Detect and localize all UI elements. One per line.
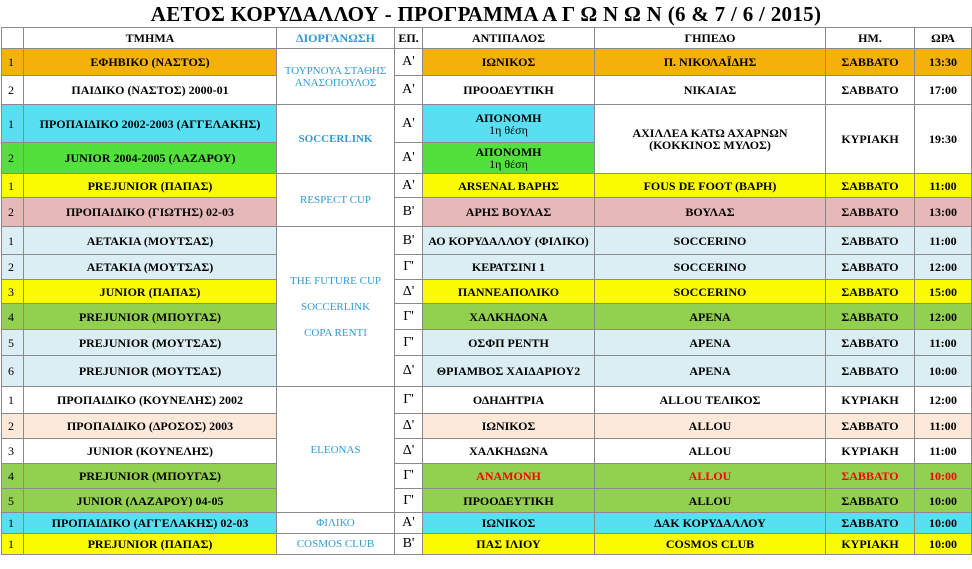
row-day: ΣΑΒΒΑΤΟ [826,280,915,304]
row-ep: Δ' [395,356,423,387]
row-num: 5 [2,489,24,513]
row-time: 11:00 [915,174,972,198]
row-opponent [423,143,595,174]
row-num: 3 [2,280,24,304]
row-organizer: COSMOS CLUB [277,534,395,555]
row-ep: Γ' [395,489,423,513]
row-ep: Β' [395,198,423,227]
row-day: ΣΑΒΒΑΤΟ [826,227,915,255]
row-venue: COSMOS CLUB [595,534,826,555]
row-time: 15:00 [915,280,972,304]
row-ep: Α' [395,105,423,143]
row-opponent: ΙΩΝΙΚΟΣ [423,414,595,439]
row-group: JUNIOR (ΠΑΠΑΣ) [24,280,277,304]
row-num: 3 [2,439,24,464]
row-time: 19:30 [915,105,972,174]
row-group: PREJUNIOR (ΜΠΟΥΓΑΣ) [24,464,277,489]
row-time: 12:00 [915,255,972,280]
table-row [2,534,972,555]
row-venue: ALLOU [595,464,826,489]
row-num: 1 [2,174,24,198]
row-num: 2 [2,414,24,439]
row-num: 2 [2,76,24,105]
row-day: ΣΑΒΒΑΤΟ [826,489,915,513]
row-opponent: ΟΔΗΔΗΤΡΙΑ [423,387,595,414]
row-opponent: ΑΡΗΣ ΒΟΥΛΑΣ [423,198,595,227]
row-ep: Γ' [395,464,423,489]
row-num: 4 [2,464,24,489]
row-group: PREJUNIOR (ΜΠΟΥΓΑΣ) [24,304,277,330]
row-time: 10:00 [915,464,972,489]
row-organizer [277,227,395,387]
row-opponent: ΧΑΛΚΗΔΩΝΑ [423,439,595,464]
table-row [2,49,972,76]
row-ep: Γ' [395,330,423,356]
row-ep: Α' [395,49,423,76]
row-venue: SOCCERINO [595,227,826,255]
row-group: ΠΡΟΠΑΙΔΙΚΟ (ΓΙΩΤΗΣ) 02-03 [24,198,277,227]
header-organizer: ΔΙΟΡΓΑΝΩΣΗ [277,28,395,49]
row-organizer: ΦΙΛΙΚΟ [277,513,395,534]
row-day: ΣΑΒΒΑΤΟ [826,330,915,356]
row-organizer: ΤΟΥΡΝΟΥΑ ΣΤΑΘΗΣ ΑΝΑΣΟΠΟΥΛΟΣ [277,49,395,105]
row-day: ΣΑΒΒΑΤΟ [826,304,915,330]
header-time: ΩΡΑ [915,28,972,49]
table-row [2,356,972,387]
row-venue: ΔΑΚ ΚΟΡΥΔΑΛΛΟΥ [595,513,826,534]
row-ep: Α' [395,513,423,534]
row-time: 11:00 [915,330,972,356]
row-group: PREJUNIOR (ΜΟΥΤΣΑΣ) [24,356,277,387]
opponent-sub: 1η θέση [489,122,528,137]
row-opponent: ΙΩΝΙΚΟΣ [423,513,595,534]
row-group: ΑΕΤΑΚΙΑ (ΜΟΥΤΣΑΣ) [24,227,277,255]
row-opponent: ARSENAL ΒΑΡΗΣ [423,174,595,198]
table-row [2,489,972,513]
page-title: ΑΕΤΟΣ ΚΟΡΥΔΑΛΛΟΥ - ΠΡΟΓΡΑΜΜΑ Α Γ Ω Ν Ω Ν (6 & 7 / 6 / 2015) [150,2,822,26]
row-venue: SOCCERINO [595,255,826,280]
row-opponent: ΧΑΛΚΗΔΟΝΑ [423,304,595,330]
row-group: ΠΡΟΠΑΙΔΙΚΟ (ΔΡΟΣΟΣ) 2003 [24,414,277,439]
header-row [2,28,972,49]
table-row [2,105,972,143]
row-venue: ΑΡΕΝΑ [595,304,826,330]
row-day: ΚΥΡΙΑΚΗ [826,439,915,464]
row-day: ΚΥΡΙΑΚΗ [826,387,915,414]
row-group: PREJUNIOR (ΠΑΠΑΣ) [24,534,277,555]
row-group: PREJUNIOR (ΠΑΠΑΣ) [24,174,277,198]
row-ep: Α' [395,143,423,174]
row-time: 10:00 [915,513,972,534]
row-group: PREJUNIOR (ΜΟΥΤΣΑΣ) [24,330,277,356]
table-row [2,304,972,330]
header-num [2,28,24,49]
header-day: ΗΜ. [826,28,915,49]
row-num: 1 [2,387,24,414]
row-group: ΠΡΟΠΑΙΔΙΚΟ (ΚΟΥΝΕΛΗΣ) 2002 [24,387,277,414]
row-ep: Δ' [395,439,423,464]
row-organizer: RESPECT CUP [277,174,395,227]
row-num: 1 [2,49,24,76]
opponent-main: ΑΠΟΝΟΜΗ [475,145,542,159]
row-venue: Π. ΝΙΚΟΛΑΪΔΗΣ [595,49,826,76]
row-ep: Α' [395,174,423,198]
table-row [2,513,972,534]
row-ep: Γ' [395,255,423,280]
row-time: 13:30 [915,49,972,76]
row-num: 1 [2,534,24,555]
row-group: JUNIOR (ΚΟΥΝΕΛΗΣ) [24,439,277,464]
table-row [2,439,972,464]
row-ep: Γ' [395,304,423,330]
row-day: ΚΥΡΙΑΚΗ [826,534,915,555]
row-opponent: ΠΡΟΟΔΕΥΤΙΚΗ [423,76,595,105]
table-row [2,280,972,304]
row-organizer: ELEONAS [277,387,395,513]
row-time: 10:00 [915,534,972,555]
row-venue: ALLOU [595,489,826,513]
row-group: JUNIOR (ΛΑΖΑΡΟΥ) 04-05 [24,489,277,513]
row-opponent: ΠΡΟΟΔΕΥΤΙΚΗ [423,489,595,513]
row-num: 2 [2,255,24,280]
row-opponent: ΑΝΑΜΟΝΗ [423,464,595,489]
organizer-future-cup: THE FUTURE CUP [289,274,382,287]
row-day: ΣΑΒΒΑΤΟ [826,49,915,76]
row-group: ΠΡΟΠΑΙΔΙΚΟ (ΑΓΓΕΛΑΚΗΣ) 02-03 [24,513,277,534]
row-time: 11:00 [915,439,972,464]
table-row [2,76,972,105]
row-day: ΣΑΒΒΑΤΟ [826,356,915,387]
row-time: 10:00 [915,356,972,387]
row-opponent: ΑΟ ΚΟΡΥΔΑΛΛΟΥ (ΦΙΛΙΚΟ) [423,227,595,255]
row-opponent: ΟΣΦΠ ΡΕΝΤΗ [423,330,595,356]
row-ep: Β' [395,534,423,555]
opponent-sub: 1η θέση [489,157,528,171]
table-row [2,330,972,356]
row-opponent: ΠΑΣ ΙΛΙΟΥ [423,534,595,555]
table-row [2,198,972,227]
row-venue: SOCCERINO [595,280,826,304]
row-day: ΣΑΒΒΑΤΟ [826,198,915,227]
row-venue: ΝΙΚΑΙΑΣ [595,76,826,105]
schedule-table [1,27,972,555]
row-venue: ALLOU [595,414,826,439]
row-group: JUNIOR 2004-2005 (ΛΑΖΑΡΟΥ) [24,143,277,174]
header-ep: ΕΠ. [395,28,423,49]
organizer-copa-renti: COPA RENTI [304,326,367,339]
row-venue: ΑΧΙΛΛΕΑ ΚΑΤΩ ΑΧΑΡΝΩΝ (ΚΟΚΚΙΝΟΣ ΜΥΛΟΣ) [595,105,826,174]
row-time: 11:00 [915,414,972,439]
row-venue: ALLOU ΤΕΛΙΚΟΣ [595,387,826,414]
row-ep: Β' [395,227,423,255]
table-row [2,174,972,198]
row-venue: ALLOU [595,439,826,464]
row-venue: ΑΡΕΝΑ [595,356,826,387]
row-num: 5 [2,330,24,356]
table-row [2,414,972,439]
row-day: ΣΑΒΒΑΤΟ [826,414,915,439]
header-group: ΤΜΗΜΑ [24,28,277,49]
row-opponent: ΙΩΝΙΚΟΣ [423,49,595,76]
row-ep: Δ' [395,414,423,439]
row-ep: Α' [395,76,423,105]
row-group: ΕΦΗΒΙΚΟ (ΝΑΣΤΟΣ) [24,49,277,76]
row-num: 1 [2,227,24,255]
row-day: ΣΑΒΒΑΤΟ [826,255,915,280]
row-time: 11:00 [915,227,972,255]
row-num: 2 [2,198,24,227]
row-num: 4 [2,304,24,330]
row-group: ΑΕΤΑΚΙΑ (ΜΟΥΤΣΑΣ) [24,255,277,280]
row-opponent: ΠΑΝΝΕΑΠΟΛΙΚΟ [423,280,595,304]
row-day: ΣΑΒΒΑΤΟ [826,174,915,198]
row-time: 12:00 [915,304,972,330]
header-venue: ΓΗΠΕΔΟ [595,28,826,49]
row-day: ΣΑΒΒΑΤΟ [826,76,915,105]
organizer-soccerlink: SOCCERLINK [300,300,371,313]
row-num: 1 [2,513,24,534]
row-opponent: ΚΕΡΑΤΣΙΝΙ 1 [423,255,595,280]
table-row [2,227,972,255]
row-opponent: ΘΡΙΑΜΒΟΣ ΧΑΙΔΑΡΙΟΥ2 [423,356,595,387]
row-time: 10:00 [915,489,972,513]
row-ep: Δ' [395,280,423,304]
row-time: 17:00 [915,76,972,105]
row-organizer: SOCCERLINK [277,105,395,174]
row-opponent [423,105,595,143]
table-row [2,255,972,280]
row-venue: FOUS DE FOOT (ΒΑΡΗ) [595,174,826,198]
row-day: ΣΑΒΒΑΤΟ [826,464,915,489]
row-time: 12:00 [915,387,972,414]
row-num: 2 [2,143,24,174]
row-group: ΠΑΙΔΙΚΟ (ΝΑΣΤΟΣ) 2000-01 [24,76,277,105]
table-row [2,387,972,414]
row-num: 6 [2,356,24,387]
row-day: ΚΥΡΙΑΚΗ [826,105,915,174]
row-venue: ΒΟΥΛΑΣ [595,198,826,227]
row-time: 13:00 [915,198,972,227]
row-venue: ΑΡΕΝΑ [595,330,826,356]
opponent-main: ΑΠΟΝΟΜΗ [475,110,542,125]
table-row [2,464,972,489]
row-ep: Γ' [395,387,423,414]
row-day: ΣΑΒΒΑΤΟ [826,513,915,534]
header-opponent: ΑΝΤΙΠΑΛΟΣ [423,28,595,49]
row-num: 1 [2,105,24,143]
row-group: ΠΡΟΠΑΙΔΙΚΟ 2002-2003 (ΑΓΓΕΛΑΚΗΣ) [24,105,277,143]
